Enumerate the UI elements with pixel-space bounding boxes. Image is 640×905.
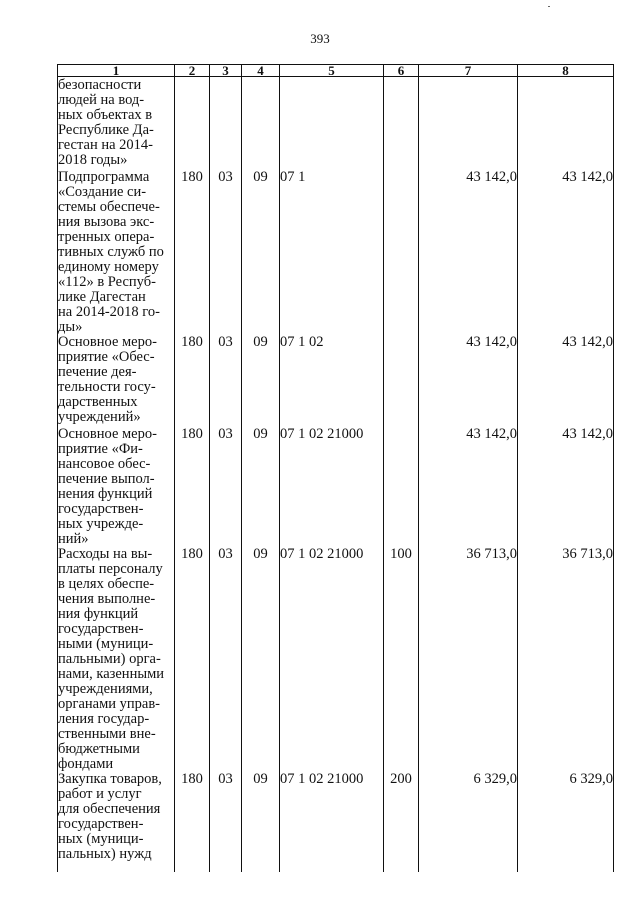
ministry-code-cell: 180 xyxy=(175,170,210,335)
item-name-line: лике Дагестан xyxy=(58,289,146,305)
item-name-line: печение дея- xyxy=(58,364,137,380)
item-name-cell xyxy=(58,427,175,547)
ministry-code-cell: 180 xyxy=(175,547,210,772)
section-code-cell: 03 xyxy=(210,335,242,427)
item-name-line: Закупка товаров, xyxy=(58,771,162,787)
table-row xyxy=(58,547,614,772)
amount-cell: 6 329,0 xyxy=(518,772,614,872)
subsection-code-cell: 09 xyxy=(242,170,280,335)
item-name-line: учреждениями, xyxy=(58,681,153,697)
item-name-line: нения функций xyxy=(58,486,153,502)
item-name-line: людей на вод- xyxy=(58,92,145,108)
target-article-cell: 07 1 02 xyxy=(280,335,384,427)
expense-type-cell xyxy=(384,335,419,427)
item-name-cell xyxy=(58,772,175,872)
item-name-line: тренных опера- xyxy=(58,229,155,245)
ministry-code-cell xyxy=(175,77,210,171)
item-name-line: дарственных xyxy=(58,394,138,410)
item-name-line: нами, казенными xyxy=(58,666,165,682)
column-header: 5 xyxy=(280,65,384,77)
item-name-line: гестан на 2014- xyxy=(58,137,153,153)
table-row xyxy=(58,170,614,335)
item-name-line: органами управ- xyxy=(58,696,161,712)
item-name-line: стемы обеспече- xyxy=(58,199,160,215)
item-name-line: тивных служб по xyxy=(58,244,164,260)
item-name-line: ными (муници- xyxy=(58,636,154,652)
amount-cell: 43 142,0 xyxy=(419,170,518,335)
item-name-line: фондами xyxy=(58,756,114,772)
table-row xyxy=(58,335,614,427)
subsection-code-cell xyxy=(242,77,280,171)
amount-cell: 43 142,0 xyxy=(518,170,614,335)
ministry-code-cell: 180 xyxy=(175,335,210,427)
item-name-line: ственными вне- xyxy=(58,726,156,742)
item-name-line: «112» в Респуб- xyxy=(58,274,156,290)
item-name-line: безопасности xyxy=(58,77,142,93)
expense-type-cell: 100 xyxy=(384,547,419,772)
item-name-cell xyxy=(58,547,175,772)
table-row xyxy=(58,427,614,547)
amount-cell: 43 142,0 xyxy=(419,335,518,427)
item-name-line: работ и услуг xyxy=(58,786,142,802)
amount-cell xyxy=(518,77,614,171)
target-article-cell xyxy=(280,77,384,171)
item-name-line: ных (муници- xyxy=(58,831,144,847)
item-name-line: Расходы на вы- xyxy=(58,546,153,562)
column-header: 3 xyxy=(210,65,242,77)
item-name-line: на 2014-2018 го- xyxy=(58,304,160,320)
header-row xyxy=(58,65,614,77)
section-code-cell: 03 xyxy=(210,547,242,772)
item-name-line: ния вызова экс- xyxy=(58,214,155,230)
item-name-line: для обеспечения xyxy=(58,801,161,817)
target-article-cell: 07 1 02 21000 xyxy=(280,772,384,872)
item-name-line: Подпрограмма xyxy=(58,169,150,185)
expense-type-cell: 200 xyxy=(384,772,419,872)
item-name-line: печение выпол- xyxy=(58,471,155,487)
item-name-line: ды» xyxy=(58,319,83,335)
column-header: 2 xyxy=(175,65,210,77)
subsection-code-cell: 09 xyxy=(242,335,280,427)
expense-type-cell xyxy=(384,427,419,547)
section-code-cell: 03 xyxy=(210,170,242,335)
subsection-code-cell: 09 xyxy=(242,547,280,772)
amount-cell xyxy=(419,77,518,171)
page-number: 393 xyxy=(310,31,330,46)
column-header: 8 xyxy=(518,65,614,77)
column-header: 7 xyxy=(419,65,518,77)
column-header: 4 xyxy=(242,65,280,77)
item-name-line: чения выполне- xyxy=(58,591,156,607)
target-article-cell: 07 1 02 21000 xyxy=(280,547,384,772)
item-name-line: государствен- xyxy=(58,816,144,832)
item-name-line: пальными) орга- xyxy=(58,651,161,667)
item-name-line: приятие «Фи- xyxy=(58,441,143,457)
item-name-cell xyxy=(58,335,175,427)
column-header: 1 xyxy=(58,65,175,77)
item-name-line: государствен- xyxy=(58,621,144,637)
target-article-cell: 07 1 02 21000 xyxy=(280,427,384,547)
item-name-line: «Создание си- xyxy=(58,184,147,200)
item-name-line: единому номеру xyxy=(58,259,159,275)
item-name-line: пальных) нужд xyxy=(58,846,152,862)
target-article-cell: 07 1 xyxy=(280,170,384,335)
item-name-line: приятие «Обес- xyxy=(58,349,155,365)
column-header: 6 xyxy=(384,65,419,77)
item-name-line: тельности госу- xyxy=(58,379,156,395)
ministry-code-cell: 180 xyxy=(175,772,210,872)
item-name-line: ний» xyxy=(58,531,89,547)
amount-cell: 43 142,0 xyxy=(518,335,614,427)
amount-cell: 43 142,0 xyxy=(419,427,518,547)
item-name-cell xyxy=(58,170,175,335)
amount-cell: 36 713,0 xyxy=(518,547,614,772)
subsection-code-cell: 09 xyxy=(242,427,280,547)
amount-cell: 6 329,0 xyxy=(419,772,518,872)
expense-type-cell xyxy=(384,170,419,335)
item-name-line: государствен- xyxy=(58,501,144,517)
expense-type-cell xyxy=(384,77,419,171)
ministry-code-cell: 180 xyxy=(175,427,210,547)
item-name-line: ния функций xyxy=(58,606,139,622)
item-name-line: бюджетными xyxy=(58,741,140,757)
item-name-line: 2018 годы» xyxy=(58,152,128,168)
section-code-cell: 03 xyxy=(210,427,242,547)
section-code-cell: 03 xyxy=(210,772,242,872)
subsection-code-cell: 09 xyxy=(242,772,280,872)
section-code-cell xyxy=(210,77,242,171)
amount-cell: 43 142,0 xyxy=(518,427,614,547)
item-name-line: учреждений» xyxy=(58,409,141,425)
item-name-line: Основное меро- xyxy=(58,426,157,442)
scan-mark xyxy=(548,6,550,7)
table-row xyxy=(58,772,614,872)
item-name-cell xyxy=(58,77,175,171)
amount-cell: 36 713,0 xyxy=(419,547,518,772)
item-name-line: ных учрежде- xyxy=(58,516,144,532)
item-name-line: Республике Да- xyxy=(58,122,154,138)
item-name-line: ления государ- xyxy=(58,711,150,727)
budget-table xyxy=(57,64,614,872)
item-name-line: ных объектах в xyxy=(58,107,153,123)
table-row xyxy=(58,77,614,171)
item-name-line: Основное меро- xyxy=(58,334,157,350)
item-name-line: платы персоналу xyxy=(58,561,163,577)
item-name-line: нансовое обес- xyxy=(58,456,151,472)
item-name-line: в целях обеспе- xyxy=(58,576,155,592)
